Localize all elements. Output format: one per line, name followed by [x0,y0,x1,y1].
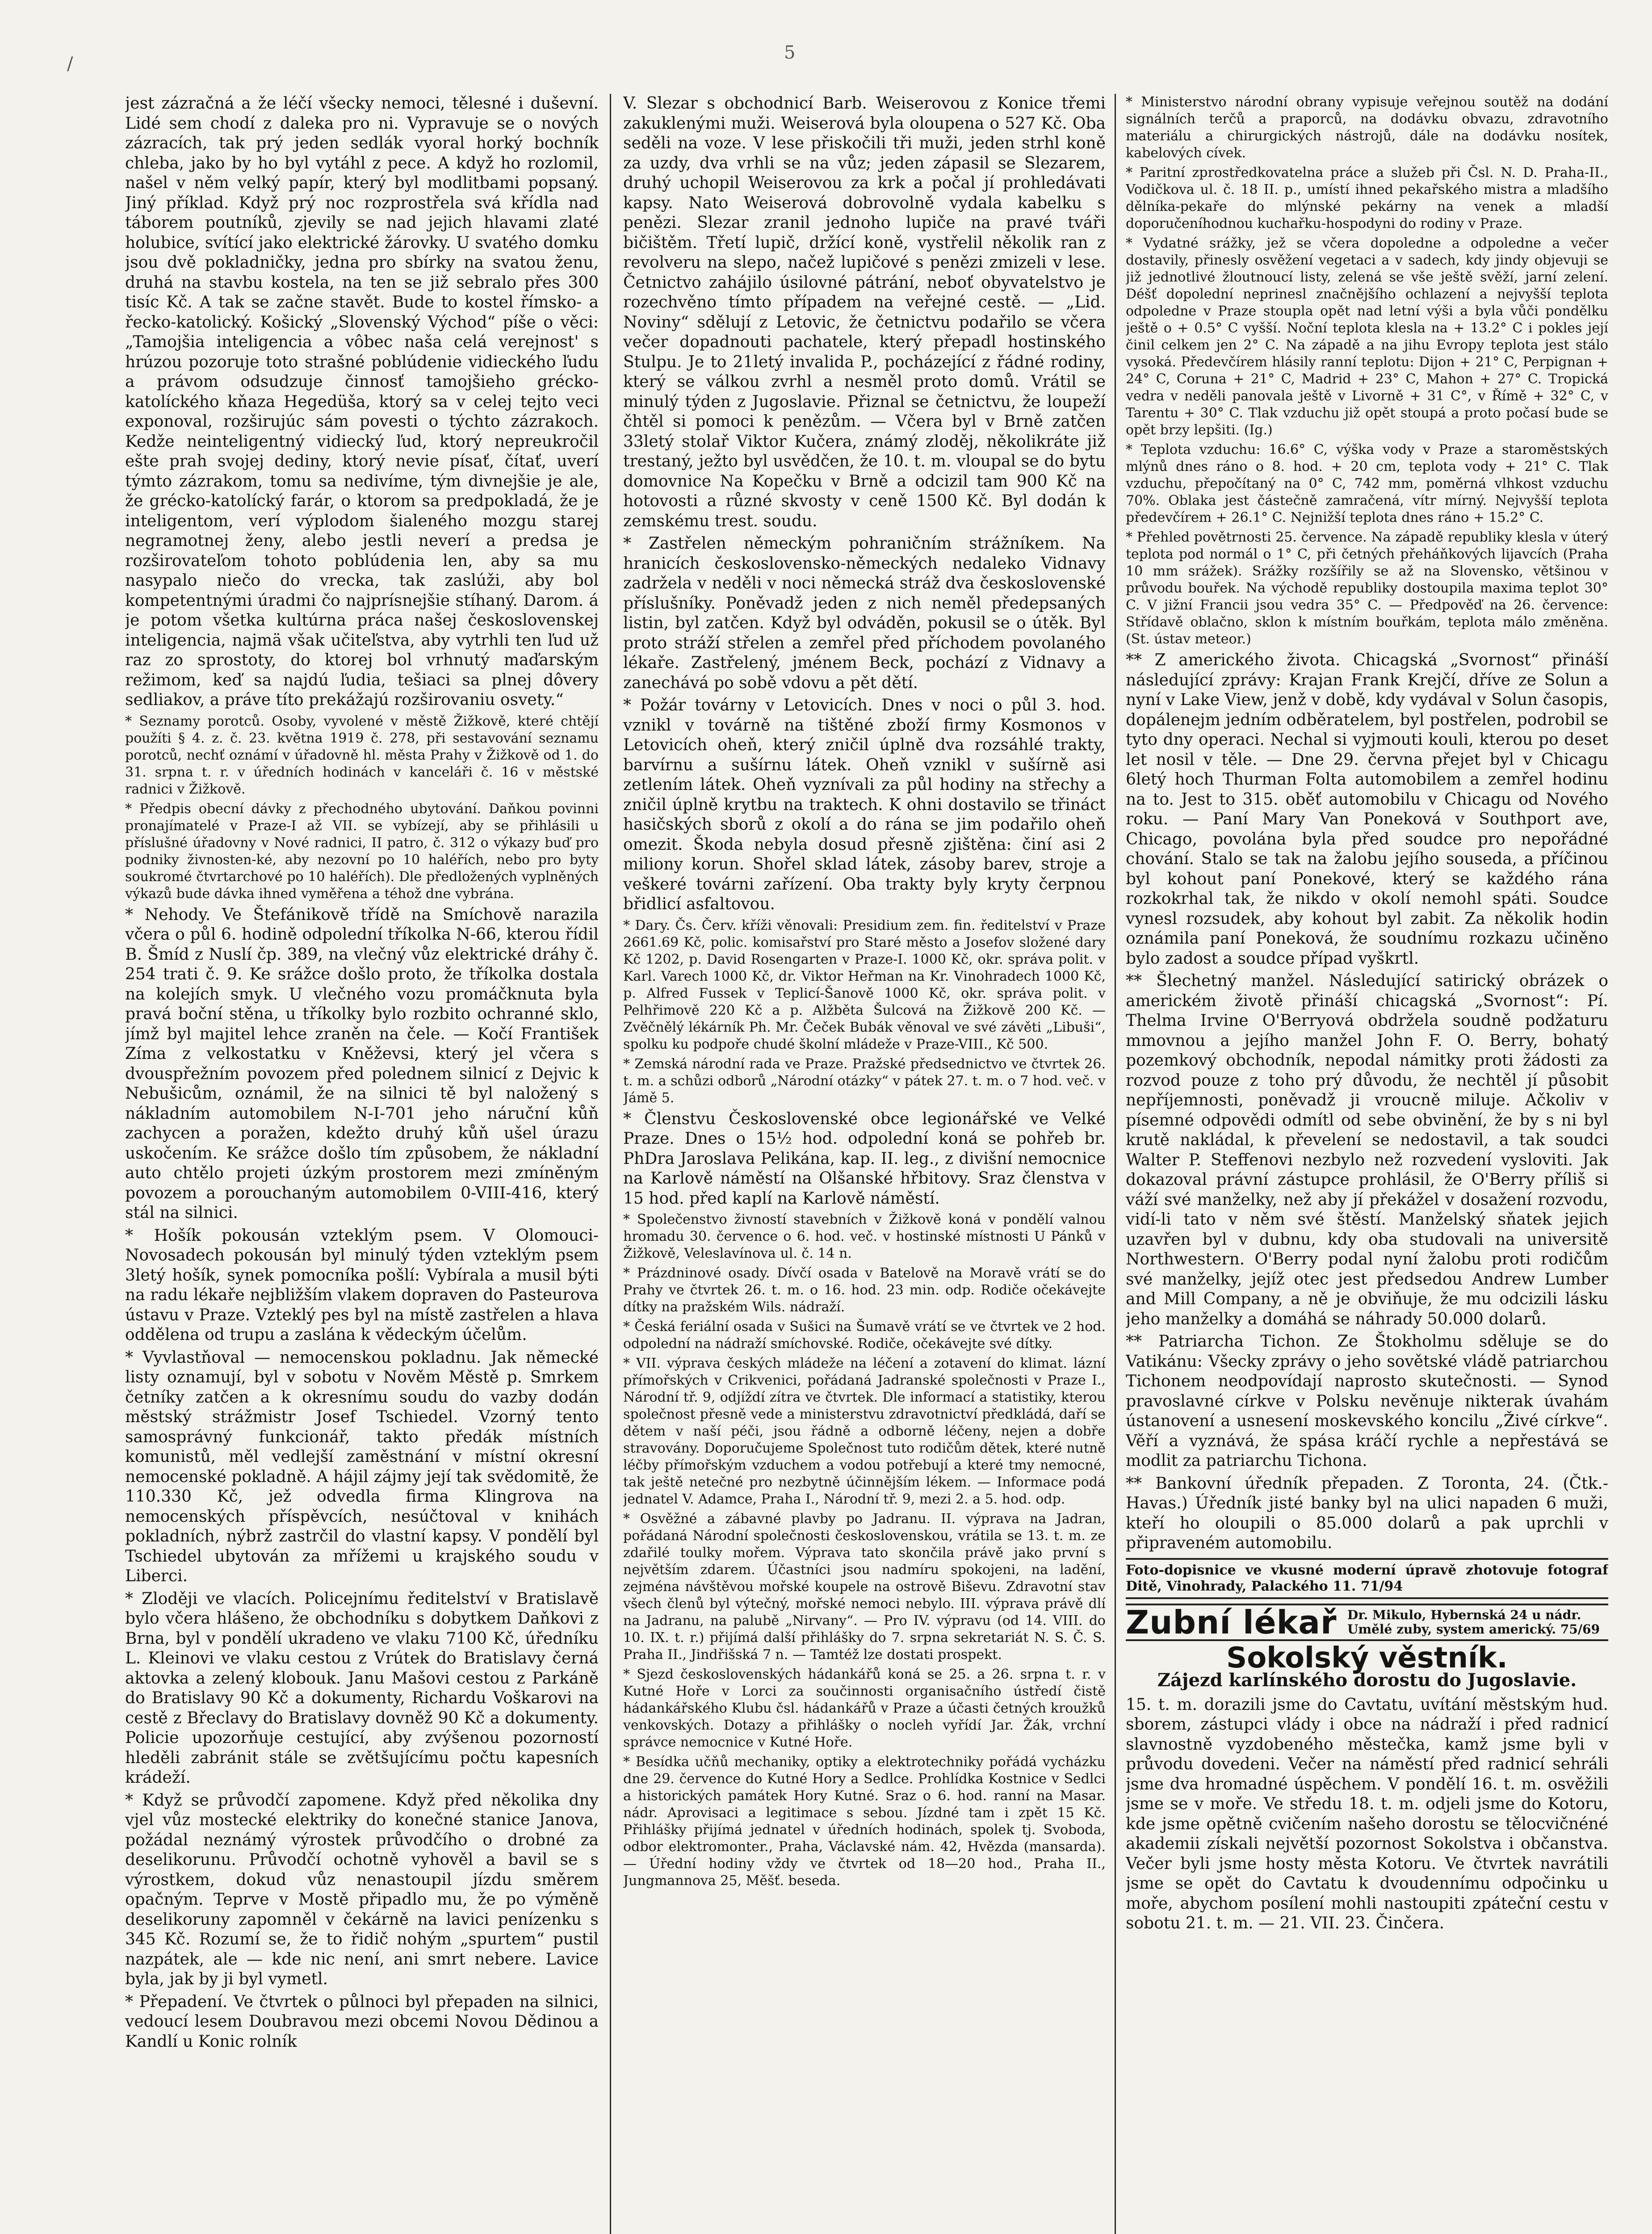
article-bankovni-urednik: ** Bankovní úředník přepaden. Z Toronta, 24. (Čtk.-Havas.) Úředník jisté banky byl na ulici napaden 6 muži, kteří ho oloupili o 85.000 dolarů a pak uprchli v připraveném automobilu. [1126,1474,1608,1552]
article-hosik: * Hošík pokousán vzteklým psem. V Olomouci-Novosadech pokousán byl minulý týden vzteklým psem 3letý hošík, synek pomocníka pošlí: Vybírala a musil býti na radu lékaře nejbližším vlakem dopraven do Pasteurova ústavu v Praze. Vzteklý pes byl na místě zastřelen a hlava oddělena od trupu a zaslána k vědeckým účelům. [125,1226,599,1344]
top-margin-mark: 5 [784,42,796,63]
article-spolecenstvo: * Společenstvo živností stavebních v Žižkově koná v pondělí valnou hromadu 30. července o 6. hod. več. v hostinské místnosti U Pánků v Žižkově, Veleslavínova ul. č. 14 n. [623,1212,1106,1261]
article-plavby: * Osvěžné a zábavné plavby po Jadranu. II. výprava na Jadran, pořádaná Národní společnosti československou, vrátila se 13. t. m. ze zdařilé toulky mořem. Výprava tato skončila právě jako první s největším zdarem. Účastníci jsou nadmíru spokojeni, na ladění, zejména návštěvou mořské koupele na ostrově Biševu. Zdravotní stav všech členů byl výtečný, mořské nemoci nebylo. III. výprava právě dlí na Jadranu, na palubě „Nirvany“. — Pro IV. výpravu (od 14. VIII. do 10. IX. t. r.) přijímá další přihlášky do 7. srpna sekretariát N. S. Č. S. Praha II., Jindřišská 7 n. — Tamtéž lze dostati prospekt. [623,1511,1106,1663]
article-pruvodci: * Když se průvodčí zapomene. Když před několika dny vjel vůz mostecké elektriky do konečné stanice Janova, požádal neznámý výrostek průvodčího o drobné za deselikorunu. Průvodčí ochotně vyhověl a bavil se s výrostkem, dokud vůz nenastoupil jízdu směrem opačným. Teprve v Mostě připadlo mu, že po výměně deselikoruny zapomněl v čekárně na lavici penízenku s 345 Kč. Rozumí se, že to řidič nohým „spurtem“ pustil nazpátek, ale — kde nic není, ani smrt nebere. Lavice byla, jak by ji byl vymetl. [125,1791,599,1988]
article-pozar: * Požár továrny v Letovicích. Dnes v noci o půl 3. hod. vznikl v továrně na tištěné zboží firmy Kosmonos v Letovicích oheň, který zničil úplně dva rozsáhlé trakty, barvírnu a sušírnu látek. Oheň vznikl v sušírně asi zetlením látek. Oheň vyznívali za půl hodiny na střechy a zničil úplně krytbu na traktech. K ohni dostavilo se třináct hasičských sborů z okolí a do rána se jim podařilo oheň omezit. Škoda nebyla dosud přesně zjištěna: činí asi 2 miliony korun. Shořel sklad látek, zásoby barev, stroje a veškeré továrni zařízení. Oba trakty byly kryty čerpnou břidlicí asfaltovou. [623,696,1106,913]
column-rule-1 [610,94,611,2234]
article-legionari: * Členstvu Československé obce legionářské ve Velké Praze. Dnes o 15½ hod. odpolední koná se pohřeb br. PhDra Jaroslava Pelikána, kap. II. leg., z divišní nemocnice na Karlově náměstí na Olšanské hřbitovy. Sraz členstva v 15 hod. před kaplí na Karlově náměstí. [623,1109,1106,1208]
article-narodni-rada: * Zemská národní rada ve Praze. Pražské předsednictvo ve čtvrtek 26. t. m. a schůzi odborů „Národní otázky“ v pátek 27. t. m. o 7 hod. več. v Jámě 5. [623,1056,1106,1106]
article-zlodeji: * Zloději ve vlacích. Policejnímu ředitelství v Bratislavě bylo včera hlášeno, že obchodníku s dobytkem Daňkovi z Brna, byl v pondělí ukradeno ve vlaku 7100 Kč, úředníku L. Kleinovi ve vlaku cestou z Vrútek do Bratislavy černá aktovka a zelený klobouk. Janu Mašovi cestou z Parkáně do Bratislavy 90 Kč a dokumenty, Richardu Voškarovi na cestě z Břeclavy do Bratislavy dovněž 90 Kč a dokumenty. Policie upozorňuje cestující, aby zvýšenou pozorností hleděli zabránit stále se zvětšujícímu počtu kapesních krádeží. [125,1589,599,1787]
article-vyvlastnoval: * Vyvlastňoval — nemocenskou pokladnu. Jak německé listy oznamují, byl v sobotu v Nověm Městě p. Smrkem četníky zatčen a k okresnímu soudu do vazby dodán městský strážmistr Josef Tschiedel. Vzorný tento samosprávný funkcionář, takto předák místních komunistů, měl vedlejší zaměstnání v místní okresní nemocenské pokladně. A hájil zájmy její tak svědomitě, že 110.330 Kč, jež odvedla firma Klingrova na nemocenských příspěvcích, nesúčtoval v knihách pokladních, nýbrž zastrčil do vlastní kapsy. V pondělí byl Tschiedel ubytován za mřížemi u krajského soudu v Liberci. [125,1348,599,1585]
article-dary: * Dary. Čs. Červ. kříži věnovali: Presidium zem. fin. ředitelství v Praze 2661.69 Kč, polic. komisařství pro Staré město a Josefov složené dary Kč 1202, p. David Rosengarten v Praze-I. 1000 Kč, okr. správa polit. v Karl. Varech 1000 Kč, dr. Viktor Heřman na Kr. Vinohradech 1000 Kč, p. Alfred Fussek v Teplicí-Šanově 1000 Kč, okr. správa polit. v Pelhřimově 220 Kč a p. Alžběta Šulcová na Žižkově 200 Kč. — Zvěčnělý lékárník Ph. Mr. Čeček Bubák věnoval ve své závěti „Libuši“, spolku ku podpoře chudé školní mládeže v Praze-VIII., Kč 500. [623,917,1106,1052]
sokol-article-title: Zájezd karlínského dorostu do Jugoslavie. [1157,1670,1577,1691]
article-slechetny-manzel: ** Šlechetný manžel. Následující satirický obrázek o americkém životě přináší chicagská „Svornost“: Pí. Thelma Irvine O'Berryová obdržela soudně podžaturu mmovnou a jejího manžel John F. O. Berry, bohatý pozemkový obchodník, nepodal námitky proti žádosti za rozvod pouze z toho prý důvodu, že nechtěl jí působit nepříjemnosti, poněvadž ji vroucně miluje. Ačkoliv v písemné odpovědi odmítl od sebe obvinění, že by s ni byl krutě nakládal, k převelení se nedostavil, a tak soudci Walter P. Steffenovi nezbylo než rozvedení vysloviti. Jak dokazoval právní zástupce prohlásil, že O'Berry příliš si váží své manželky, než aby jí překážel v dosažení rozvodu, vidí-li tato v něm své štěstí. Manželský sňatek jejich uzavřen byl v dubnu, kdy oba studovali na universitě Northwestern. O'Berry podal nyní žalobu proti rodičům své manželky, jejíž otec jest předsedou Andrew Lumber and Mill Company, a ně je obviňuje, že mu odcizili lásku jeho manželky a domáhá se náhrady 50.000 dolarů. [1126,972,1608,1328]
article-hadankari: * Sjezd československých hádankářů koná se 25. a 26. srpna t. r. v Kutné Hoře v Lorci za součinnosti organisačního ústředí čistě hádankářského Klubu čsl. hádankářů v Praze a účasti četných kroužků venkovských. Dotazy a přihlášky o nocleh vyřídí Jar. Žák, vrchní správce nemocnice v Kutné Hoře. [623,1667,1106,1750]
article-besidka: * Besídka učňů mechaniky, optiky a elektrotechniky pořádá vycházku dne 29. července do Kutné Hory a Sedlce. Prohlídka Kostnice v Sedlci a historických památek Hory Kutné. Sraz o 6. hod. ranní na Masar. nádr. Aprovisaci a legitimace s sebou. Jízdné tam i zpět 15 Kč. Přihlášky přijímá jednatel v úředních hodinách, spolek tj. Svoboda, odbor elektromonter., Praha, Václavské nám. 42, Hvězda (mansarda). — Úřední hodiny vždy ve čtvrtek od 18—20 hod., Praha II., Jungmannova 25, Měšť. beseda. [623,1754,1106,1889]
article-srazky: * Vydatné srážky, jež se včera dopoledne a odpoledne a večer dostavily, přinesly osvěžení vegetaci a v sadech, kdy jindy objevuji se již jednotlivé žloutnoucí listy, zelená se vše ještě svěží, jarní zelení. Déšť dopolední neprinesl značnějšího ochlazení a nejvyšší teplota odpoledne v Praze stoupla opět nad letní výši a byla vůči pondělku ještě o + 0.5° C vyšší. Noční teplota klesla na + 13.2° C i pokles její činil celkem jen 2° C. Na západě a na jihu Evropy teplota jest stálo vysoká. Předevčírem hlásily ranní teplotu: Dijon + 21° C, Perpignan + 24° C, Coruna + 21° C, Madrid + 23° C, Mahon + 27° C. Tropická vedra v neděli panovala ještě v Livorně + 31 C°, v Římě + 32° C, v Tarentu + 30° C. Tlak vzduchu již opět stoupá a proto počasí bude se opět brzy lepšiti. (Ig.) [1126,235,1608,438]
ad-dentist-title: Zubní lékař [1126,1603,1337,1641]
ad-photo: Foto-dopisnice ve vkusné moderní úpravě zhotovuje fotograf Ditě, Vinohrady, Palackého 11. 71/94 [1126,1558,1608,1599]
ad-dentist-details: Dr. Mikulo, Hybernská 24 u nádr. Umělé zuby, system americký. 75/69 [1347,1607,1600,1637]
sokol-article-text: 15. t. m. dorazili jsme do Cavtatu, uvítání městským hud. sborem, zástupci vlády i obce na nádraží i před radnicí slavnostně vyzdobeného městečka, kamž jsme byli v průvodu dovedeni. Večer na náměstí před radnicí sehráli jsme dva hromadné úspěchem. V pondělí 16. t. m. osvěžili jsme se v moře. Ve středu 18. t. m. odjeli jsme do Kotoru, kde jsme opětně cvičením našeho dorostu se tělocvičnéné akademii získali největší pozornost Sokolstva i občanstva. Večer byli jsme hosty města Kotoru. Ve čtvrtek navrátili jsme se opět do Cavtatu k dvoudennímu odpočinku u moře, abychom posílení mohli nastoupiti zpáteční cestu v sobotu 21. t. m. — 21. VII. 23. Činčera. [1126,1695,1608,1932]
article-teplota: * Teplota vzduchu: 16.6° C, výška vody v Praze a staroměstských mlýnů dnes ráno o 8. hod. + 20 cm, teplota vody + 21° C. Tlak vzduchu, přepočítaný na 0° C, 742 mm, poměrná vlhkost vzduchu 70%. Oblaka jest částečně zamračená, vítr mírný. Nejvyšší teplota předevčírem + 26.1° C. Nejnižší teplota dnes ráno + 15.2° C. [1126,442,1608,525]
column-rule-2 [1115,94,1116,2234]
left-margin-mark: / [67,54,73,74]
article-tichon: ** Patriarcha Tichon. Ze Štokholmu sděluje se do Vatikánu: Všecky zprávy o jeho sovětské vládě patriarchou Tichonem neodpovídají naprosto skutečnosti. — Synod pravoslavné církve v Polsku nevěnuje nikterak úvahám ústanovení a usnesení moskevského koncilu „Živé církve“. Věří a vyznává, že spása kráčí rychle a nepřestává se modlit za patriarchu Tichona. [1126,1332,1608,1470]
article-zprostredkovatelna: * Paritní zprostředkovatelna práce a služeb při Čsl. N. D. Praha-II., Vodičkova ul. č. 18 II. p., umístí ihned pekařského mistra a mladšího dělníka-pekaře do mlýnské pekárny na venek a mladší doporučeníhodnou kuchařku-hospodyni do rodiny v Praze. [1126,165,1608,231]
article-predpis-davky: * Předpis obecní dávky z přechodného ubytování. Daňkou povinni pronajímatelé v Praze-I až VII. se vybízejí, aby se přihlásili u příslušné úřadovny v Nové radnici, II patro, č. 312 o výkazy buď pro podniky živnosten-ké, aby nezovní po 10 haléřích, nebo pro byty soukromé čtvrtarchové po 10 haléřích). Dle předložených vyplněných výkazů bude dávka ihned vyměřena a téhož dne vybrána. [125,801,599,902]
article-nehody: * Nehody. Ve Štefánikově třídě na Smíchově narazila včera o půl 6. hodině odpolední tříkolka N-66, kterou řídil B. Šmíd z Nuslí čp. 389, na vlečný vůz elektrické dráhy č. 254 trati č. 9. Ke srážce došlo proto, že tříkolka dostala na kolejích smyk. U vlečného vozu promáčknuta byla pravá boční stěna, u tříkolky bylo rozbito ochranné sklo, jímž byl majitel lehce zraněn na čele. — Kočí František Zíma z velkostatku v Kněževsi, který jel včera s dvouspřežním povozem před polednem silnicí z Dejvic k Nebušicům, oznámil, že na silnici tě byl naložený s nákladním automobilem N-I-701 jeho náruční kůň zachycen a poražen, kdežto druhý kůň ušel úrazu uskočením. Ke srážce došlo tím způsobem, že nákladní auto chtělo projeti úzkým prostorem mezi zmíněným povozem a porouchaným automobilem 0-VIII-416, který stál na silnici. [125,905,599,1222]
article-osady: * Prázdninové osady. Dívčí osada v Batelově na Moravě vrátí se do Prahy ve čtvrtek 26. t. m. o 16. hod. 23 min. odp. Rodiče očekávejte dítky na pražském Wils. nádraží. [623,1265,1106,1315]
article-zastrelen: * Zastřelen německým pohraničním strážníkem. Na hranicích československo-německých nedaleko Vidnavy zadržela v neděli v noci německá stráž dva československé příslušníky. Poněvadž jeden z nich neměl předepsaných listin, byl zatčen. Když byl odváděn, pokusil se o útěk. Byl proto stráží střelen a zemřel před příchodem povolaného lékaře. Zastřelený, jménem Beck, pochází z Vidnavy a zanechává po sobě vdovu a pět dětí. [623,534,1106,692]
column-1 [125,94,599,2234]
sokol-section-title: Sokolský věstník. [1226,1641,1508,1675]
column-3 [1126,94,1608,2234]
article-ferialni-osada: * Česká feriální osada v Sušici na Šumavě vrátí se ve čtvrtek ve 2 hod. odpolední na nádraží smíchovské. Rodiče, očekávejte své dítky. [623,1319,1106,1352]
article-povetrnost: * Přehled povětrnosti 25. července. Na západě republiky klesla v úterý teplota pod normál o 1° C, při četných přeháňkových lijavcích (Praha 10 mm srážek). Srážky rozšířily se až na Slovensko, většinou v průvodu bouřek. Na východě republiky dostoupila maxima teplot 30° C. V jižní Francii jsou vedra 35° C. — Předpověď na 26. července: Střídavě oblačno, sklon k místním bouřkám, teplota málo změněna. (St. ústav meteor.) [1126,529,1608,647]
article-seznamy-porotcu: * Seznamy porotců. Osoby, vyvolené v městě Žižkově, které chtějí použíti § 4. z. č. 23. května 1919 č. 278, při sestavování seznamu porotců, nechť oznámí v úřadovně hl. města Prahy v Žižkově od 1. do 31. srpna t. r. v úředních hodinách v kanceláři č. 16 v městské radnici v Žižkově. [125,713,599,797]
ad-dentist [1126,1604,1608,1641]
article-zazrak: jest zázračná a že léčí všecky nemoci, tělesné i duševní. Lidé sem chodí z daleka pro ni. Vypravuje se o nových zázracích, tak prý jeden sedlák vyoral horký bochník chleba, jako by ho byl vytáhl z pece. A když ho rozlomil, našel v něm velký papír, který byl modlitbami popsaný. Jiný příklad. Když prý noc rozprostřela svá křídla nad táborem poutníků, zjevily se nad jejich hlavami zlaté holubice, svítící jako elektrické žárovky. U svatého domku jsou dvě pokladničky, jedna pro sbírky na svatou ženu, druhá na stavbu kostela, na ten se již sebralo přes 300 tisíc Kč. A tak se začne stavět. Bude to kostel římsko- a řecko-katolický. Košický „Slovenský Východ“ píše o věci: „Tamojšia inteligencia a vôbec naša celá verejnost' s hrúzou pozoruje toto strašné poblúdenie vidieckého ľudu a právom odsudzuje činnosť tamojšieho grécko-katolíckého kňaza Hegedüša, ktorý sa v celej tejto veci exponoval, rozširujúc sám povesti o týchto zázrakoch. Kedže neinteligentný vidiecký ľud, ktorý nepreukročil ešte prah svojej dediny, ktorý nevie písať, čítať, uverí týmto zázrakom, tomu sa nedivíme, tým divnejšie je ale, že grécko-katolícký farár, o ktorom sa predpokladá, že je inteligentom, verí výplodom šialeného mozgu starej negramotnej ženy, alebo jestli neverí a predsa je rozširovateľom tohoto poblúdenia len, aby sa mu nasypalo niečo do vrecka, tak zaslúži, aby bol kompetentnými úradmi čo najprísnejšie stíhaný. Darom. á je potom všetka kultúrna práca našej československej inteligencia, najmä však učiteľstva, aby vytrhli ten ľud už raz zo sprostoty, do ktorej bol vrhnutý maďarským režimom, keď sa najdú ľudia, tešiaci sa plnej dôvery sedliakov, a práve títo prekážajú rozširovaniu osvety.“ [125,94,599,709]
article-prepadeni: * Přepadení. Ve čtvrtek o půlnoci byl přepaden na silnici, vedoucí lesem Doubravou mezi obcemi Novou Dědinou a Kandlí u Konic rolník [125,1992,599,2051]
article-ministerstvo: * Ministerstvo národní obrany vypisuje veřejnou soutěž na dodání signálních terčů a praporců, na dodávku obvazu, zdravotního materiálu a chirurgických nástrojů, dále na dodávku nosítek, kabelových cívek. [1126,94,1608,161]
article-americky-zivot: ** Z amerického života. Chicagská „Svornost“ přináší následující zprávy: Krajan Frank Krejčí, dříve ze Solun a nyní v Lake View, jenž v době, kdy vydával v Solun časopis, dopálenejm jedním odběratelem, byl postřelen, podrobil se tyto dny operaci. Nechal si vyjmouti kouli, kterou po deset let nosil v těle. — Dne 29. června přejet byl v Chicagu 6letý hoch Thurman Folta automobilem a zemřel hodinu na to. Jest to 315. oběť automobilu v Chicagu od Nového roku. — Paní Mary Van Poneková v Southport ave, Chicago, povolána byla před soudce pro nepořádné chování. Stalo se tak na žalobu jejího souseda, a příčinou byl kohout paní Ponekové, který se každého rána rozkokrhal tak, že nikdo v okolí nemohl spáti. Soudce vynesl rozsudek, aby kohout byl zabit. Za několik hodin oznámila paní Poneková, že soudnímu rozkazu učiněno bylo zadost a soudce případ vyškrtl. [1126,651,1608,968]
article-prepadeni-cont: V. Slezar s obchodnicí Barb. Weiserovou z Konice třemi zakuklenými muži. Weiserová byla oloupena o 527 Kč. Oba seděli na voze. V lese přiskočili tři muži, jeden strhl koně za uzdy, dva vrhli se na vůz; jeden zápasil se Slezarem, druhý uchopil Weiserovou za krk a počal jí prohledávati kapsy. Nato Weiserová dobrovolně vydala kabelku s penězi. Slezar zranil jednoho lupiče na pravé tváři bičištěm. Třetí lupič, držící koně, vystřelil několik ran z revolveru na slepo, načež lupičové s penězi zmizeli v lese. Četnictvo zahájilo úsilovné pátrání, neboť obyvatelstvo je rozechvěno tímto případem na veřejné cestě. — „Lid. Noviny“ sdělují z Letovic, že četnictvu podařilo se včera večer dopadnouti pachatele, který přepadl hostinského Stulpu. Je to 21letý invalida P., pocházející z řádné rodiny, který se válkou zvrhl a nesměl proto domů. Vrátil se minulý týden z Jugoslavie. Přiznal se četnictvu, že loupeží čhtěl si pomoci k penězům. — Včera byl v Brně zatčen 33letý stolař Viktor Kučera, známý zloděj, několikráte již trestaný, ježto byl usvědčen, že 10. t. m. vloupal se do bytu domovnice Na Kopečku v Brně a odcizil tam 900 Kč na hotovosti a různé skvosty v ceně 1500 Kč. Byl dodán k zemskému trest. soudu. [623,94,1106,530]
column-2 [623,94,1106,2234]
article-vyprava: * VII. výprava českých mládeže na léčení a zotavení do klimat. lázní přímořských v Crikvenici, pořádaná Jadranské společnosti v Praze I., Národní tř. 9, odjíždí zítra ve čtvrtek. Dle informací a statistiky, kterou společnost přesně vede a ministerstvu zdravotnictví předkládá, daří se dětem v naší péči, jsou řádně a odborně léčeny, nejen a dobře stravovány. Doporučujeme Společnost tuto rodičům dětek, které nutně léčby přímořským vzduchem a vodou potřebují a které tmy nemocné, tak ještě netečné pro nezbytně účinnějším lékem. — Informace podá jednatel V. Adamce, Praha I., Národní tř. 9, mezi 2. a 5. hod. odp. [623,1356,1106,1507]
